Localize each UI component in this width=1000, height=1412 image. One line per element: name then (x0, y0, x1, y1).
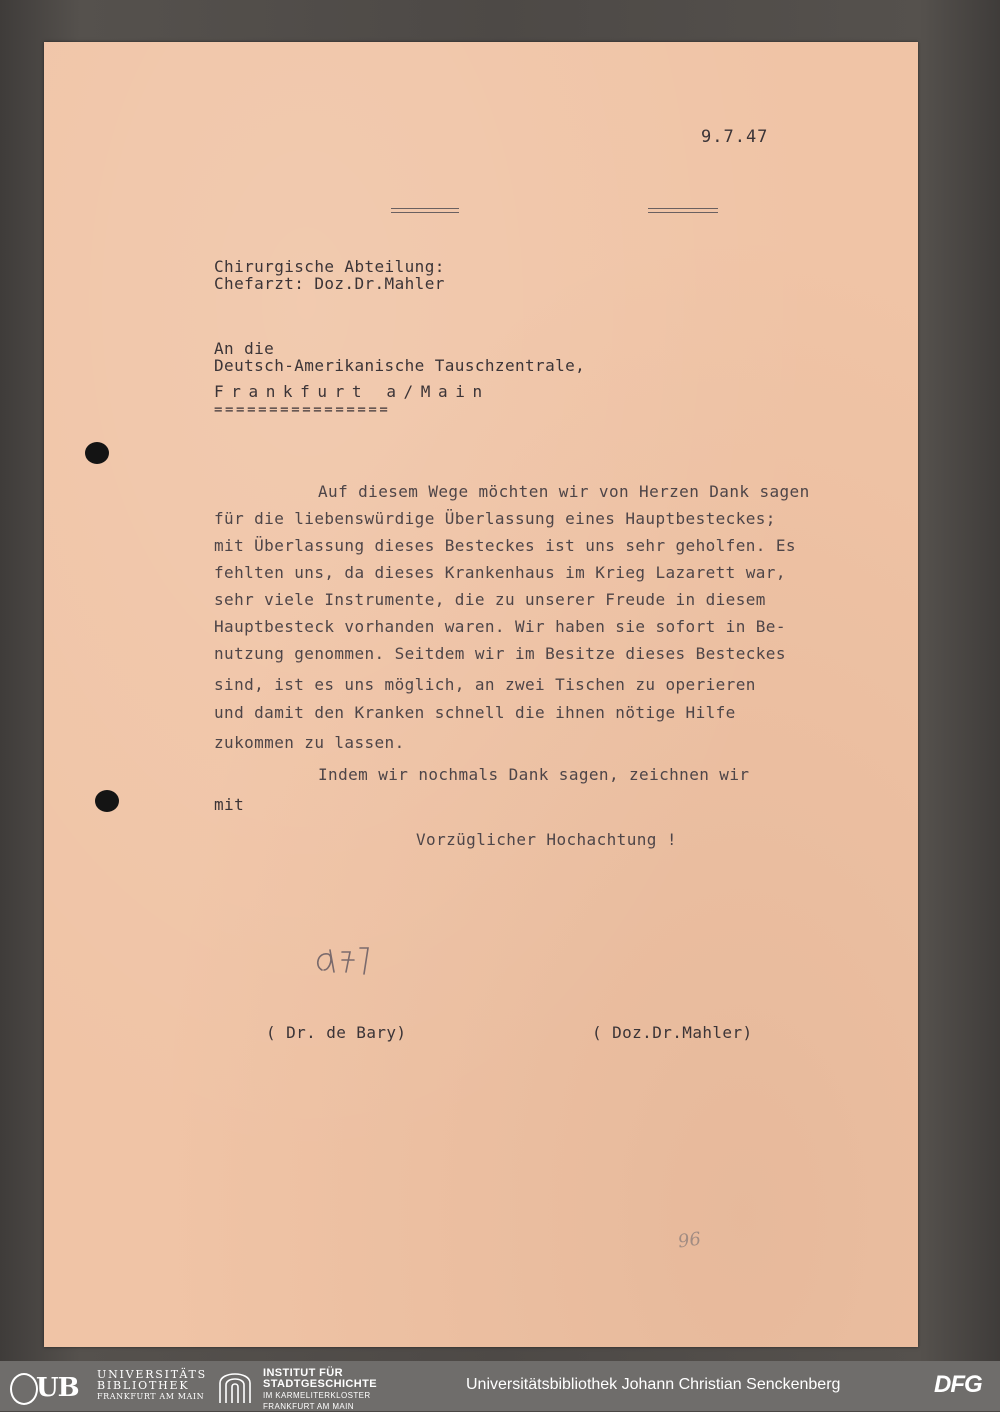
ub-line1: UNIVERSITÄTS (97, 1368, 207, 1381)
body-line: sehr viele Instrumente, die zu unserer Freude in diesem (214, 590, 766, 609)
isg-line3: IM KARMELITERKLOSTER (263, 1391, 371, 1400)
ub-logo (6, 1369, 92, 1403)
body-line: nutzung genommen. Seitdem wir im Besitze dieses Besteckes (214, 644, 786, 663)
recipient-city: Frankfurt a/Main (214, 382, 490, 401)
sender-department: Chirurgische Abteilung: (214, 257, 445, 276)
isg-line4: FRANKFURT AM MAIN (263, 1402, 354, 1411)
body-line: und damit den Kranken schnell die ihnen nötige Hilfe (214, 703, 736, 722)
body-line: Auf diesem Wege möchten wir von Herzen Dank sagen (318, 482, 810, 501)
signature-right: ( Doz.Dr.Mahler) (592, 1023, 753, 1042)
library-name: Universitätsbibliothek Johann Christian Senckenberg (466, 1376, 841, 1393)
handwritten-initials (312, 940, 402, 980)
header-rule-left (391, 208, 459, 213)
header-rule-right (648, 208, 718, 213)
isg-logo-lines (263, 1368, 377, 1412)
closing-line: Indem wir nochmals Dank sagen, zeichnen wir (318, 765, 750, 784)
ub-line3: FRANKFURT AM MAIN (97, 1392, 205, 1401)
body-line: mit Überlassung dieses Besteckes ist uns sehr geholfen. Es (214, 536, 796, 555)
punch-hole-upper (85, 442, 109, 464)
body-line: Hauptbesteck vorhanden waren. Wir haben sie sofort in Be- (214, 617, 786, 636)
salutation: Vorzüglicher Hochachtung ! (416, 830, 677, 849)
ub-logo-text: UB (36, 1373, 79, 1403)
seal-icon (10, 1373, 38, 1405)
sender-chief: Chefarzt: Doz.Dr.Mahler (214, 274, 445, 293)
folio-number: 96 (676, 1228, 703, 1253)
ub-line2: BIBLIOTHEK (97, 1379, 190, 1392)
body-line: für die liebenswürdige Überlassung eines Hauptbesteckes; (214, 509, 776, 528)
closing-line-end: mit (214, 795, 245, 814)
isg-line1: INSTITUT FÜR (263, 1367, 343, 1379)
recipient-city-underline: ================ (214, 402, 391, 418)
signature-left: ( Dr. de Bary) (266, 1023, 407, 1042)
body-line: fehlten uns, da dieses Krankenhaus im Krieg Lazarett war, (214, 563, 786, 582)
recipient-prefix: An die (214, 339, 275, 358)
body-line: zukommen zu lassen. (214, 733, 405, 752)
isg-arches-icon (216, 1367, 254, 1405)
ub-logo-lines (97, 1369, 207, 1402)
recipient-name: Deutsch-Amerikanische Tauschzentrale, (214, 356, 586, 375)
punch-hole-lower (95, 790, 119, 812)
body-line: sind, ist es uns möglich, an zwei Tischen zu operieren (214, 675, 756, 694)
letter-date: 9.7.47 (701, 127, 769, 147)
isg-line2: STADTGESCHICHTE (263, 1378, 377, 1390)
archive-footer (0, 1361, 1000, 1411)
dfg-logo: DFG (934, 1371, 982, 1398)
